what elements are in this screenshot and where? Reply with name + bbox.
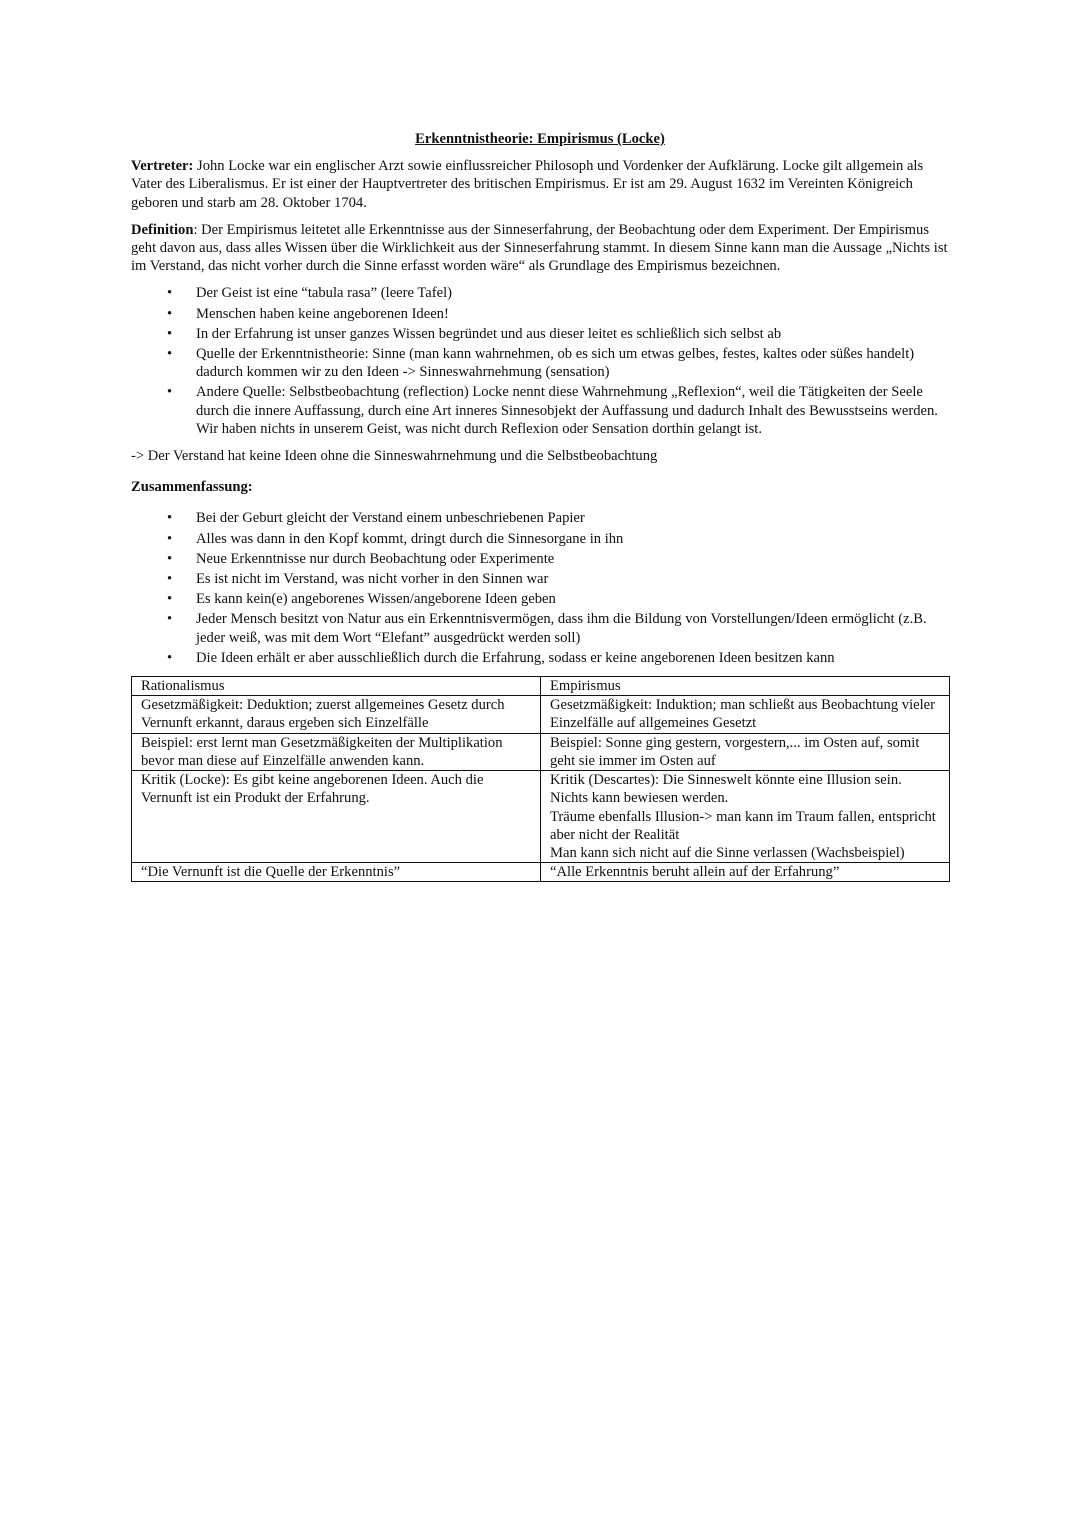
comparison-table: [131, 676, 950, 882]
list-item: [131, 284, 949, 302]
bullet-icon: •: [167, 530, 173, 547]
list-item: [131, 530, 949, 548]
list-item: [131, 590, 949, 608]
bullet-icon: •: [167, 571, 173, 588]
table-row: [132, 696, 950, 733]
table-cell: Gesetzmäßigkeit: Induktion; man schließt aus Beobachtung vieler Einzelfälle auf allgemeines Gesetzt: [541, 696, 950, 733]
bullet-icon: •: [167, 325, 173, 342]
bullet-icon: •: [167, 384, 173, 401]
table-cell: Rationalismus: [132, 677, 541, 696]
bullet-list-summary: [131, 509, 949, 667]
list-item-text: Alles was dann in den Kopf kommt, dringt durch die Sinnesorgane in ihn: [196, 530, 624, 547]
table-cell: Kritik (Descartes): Die Sinneswelt könnte eine Illusion sein. Nichts kann bewiesen werden. Träume ebenfalls Illusion-> man kann im Traum fallen, entspricht aber nicht der Realität Man kann sich nicht auf die Sinne verlassen (Wachsbeispiel): [541, 771, 950, 863]
list-item-text: Jeder Mensch besitzt von Natur aus ein Erkenntnisvermögen, dass ihm die Bildung von Vorstellungen/Ideen ermöglicht (z.B. jeder weiß, was mit dem Wort “Elefant” ausgedrückt werden soll): [196, 611, 927, 646]
bullet-icon: •: [167, 510, 173, 527]
list-item-text: Menschen haben keine angeborenen Ideen!: [196, 305, 449, 322]
list-item: [131, 305, 949, 323]
bullet-icon: •: [167, 550, 173, 567]
list-item-text: Andere Quelle: Selbstbeobachtung (reflection) Locke nennt diese Wahrnehmung „Reflexion“, weil die Tätigkeiten der Seele durch die innere Auffassung, durch eine Art inneres Sinnesobjekt der Auffassung und dadurch Inhalt des Bewusstseins werden. Wir haben nichts in unserem Geist, was nicht durch Reflexion oder Sensation dorthin gelangt ist.: [196, 384, 938, 437]
table-row: [132, 733, 950, 770]
list-item: [131, 509, 949, 527]
summary-heading: Zusammenfassung:: [131, 479, 253, 496]
bullet-icon: •: [167, 611, 173, 628]
list-item-text: Der Geist ist eine “tabula rasa” (leere Tafel): [196, 285, 452, 302]
table-cell: Empirismus: [541, 677, 950, 696]
bullet-icon: •: [167, 305, 173, 322]
table-cell: Beispiel: Sonne ging gestern, vorgestern,... im Osten auf, somit geht sie immer im Osten auf: [541, 733, 950, 770]
table-row: [132, 863, 950, 882]
bullet-list-main: [131, 284, 949, 438]
list-item-text: Es kann kein(e) angeborenes Wissen/angeborene Ideen geben: [196, 591, 556, 608]
bullet-icon: •: [167, 285, 173, 302]
list-item: [131, 383, 949, 438]
table-row: [132, 771, 950, 863]
vertreter-text: John Locke war ein englischer Arzt sowie einflussreicher Philosoph und Vordenker der Aufklärung. Locke gilt allgemein als Vater des Liberalismus. Er ist einer der Hauptvertreter des britischen Empirismus. Er ist am 29. August 1632 im Vereinten Königreich geboren und starb am 28. Oktober 1704.: [131, 158, 924, 211]
list-item: [131, 325, 949, 343]
table-cell: Gesetzmäßigkeit: Deduktion; zuerst allgemeines Gesetz durch Vernunft erkannt, daraus ergeben sich Einzelfälle: [132, 696, 541, 733]
list-item-text: Quelle der Erkenntnistheorie: Sinne (man kann wahrnehmen, ob es sich um etwas gelbes, festes, kaltes oder süßes handelt) dadurch kommen wir zu den Ideen -> Sinneswahrnehmung (sensation): [196, 346, 915, 381]
list-item: [131, 649, 949, 667]
vertreter-paragraph: [131, 157, 949, 212]
table-row: [132, 677, 950, 696]
list-item-text: Bei der Geburt gleicht der Verstand einem unbeschriebenen Papier: [196, 510, 585, 527]
table-cell: “Die Vernunft ist die Quelle der Erkenntnis”: [132, 863, 541, 882]
list-item: [131, 345, 949, 381]
table-cell: “Alle Erkenntnis beruht allein auf der Erfahrung”: [541, 863, 950, 882]
table-cell: Kritik (Locke): Es gibt keine angeborenen Ideen. Auch die Vernunft ist ein Produkt der Erfahrung.: [132, 771, 541, 863]
list-item: [131, 550, 949, 568]
definition-text: : Der Empirismus leitetet alle Erkenntnisse aus der Sinneserfahrung, der Beobachtung oder dem Experiment. Der Empirismus geht davon aus, dass alles Wissen über die Wirklichkeit aus der Sinneserfahrung stammt. In diesem Sinne kann man die Aussage „Nichts ist im Verstand, das nicht vorher durch die Sinne erfasst worden wäre“ als Grundlage des Empirismus bezeichnen.: [131, 221, 948, 275]
definition-paragraph: [131, 221, 949, 276]
list-item-text: Es ist nicht im Verstand, was nicht vorher in den Sinnen war: [196, 571, 549, 588]
list-item-text: Neue Erkenntnisse nur durch Beobachtung oder Experimente: [196, 550, 555, 567]
list-item: [131, 570, 949, 588]
list-item: [131, 610, 949, 646]
vertreter-label: Vertreter:: [131, 158, 194, 175]
list-item-text: In der Erfahrung ist unser ganzes Wissen begründet und aus dieser leitet es schließlich sich selbst ab: [196, 325, 782, 342]
document-title: Erkenntnistheorie: Empirismus (Locke): [415, 131, 665, 147]
bullet-icon: •: [167, 346, 173, 363]
list-item-text: Die Ideen erhält er aber ausschließlich durch die Erfahrung, sodass er keine angeborenen Ideen besitzen kann: [196, 649, 835, 666]
bullet-icon: •: [167, 591, 173, 608]
bullet-icon: •: [167, 649, 173, 666]
conclusion-line: -> Der Verstand hat keine Ideen ohne die Sinneswahrnehmung und die Selbstbeobachtung: [131, 448, 658, 465]
document-page: [131, 130, 949, 882]
definition-label: Definition: [131, 221, 194, 238]
table-cell: Beispiel: erst lernt man Gesetzmäßigkeiten der Multiplikation bevor man diese auf Einzelfälle anwenden kann.: [132, 733, 541, 770]
